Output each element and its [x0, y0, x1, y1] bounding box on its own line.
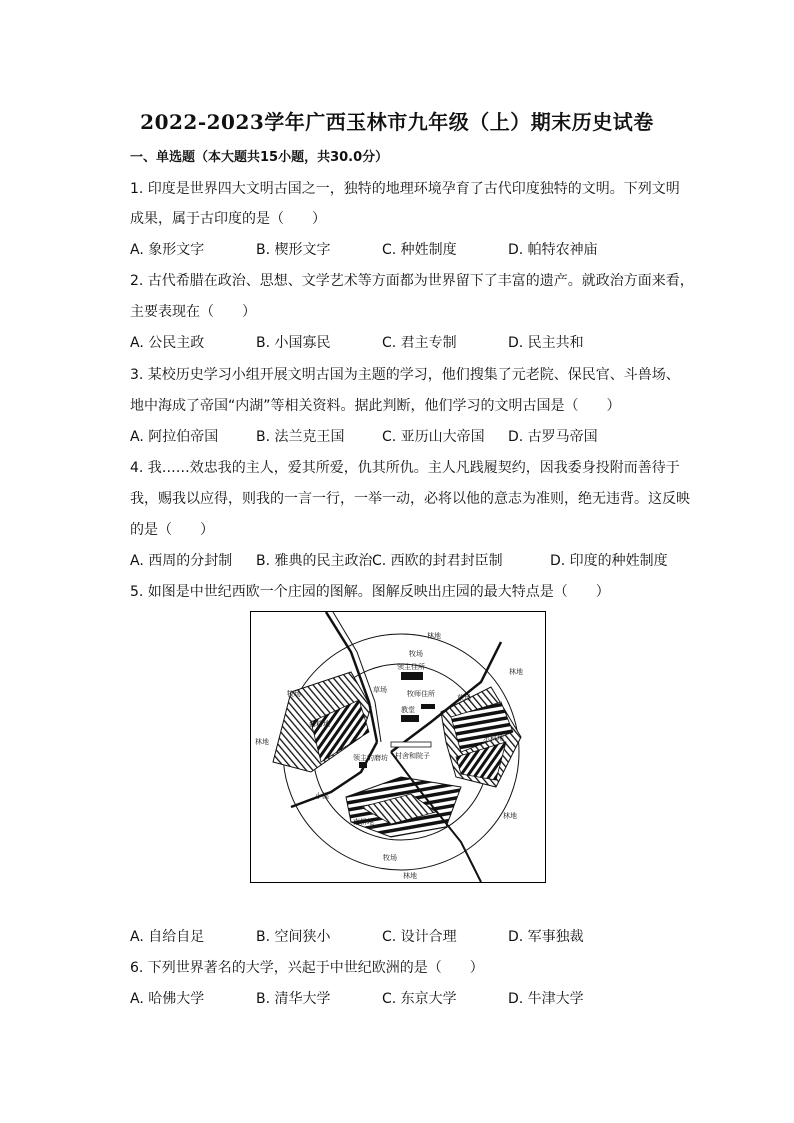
map-label-east-field: 东耕地 [483, 734, 504, 742]
q4-line3: 的是（ ） [130, 522, 214, 538]
map-label-pasture-left: 牧场 [287, 690, 301, 698]
q3-line2: 地中海成了帝国“内湖”等相关资料。据此判断，他们学习的文明古国是（ ） [130, 398, 621, 414]
map-label-lord-mill: 领主的磨坊 [353, 754, 388, 762]
q4-line2: 我，赐我以应得，则我的一言一行，一举一动，必将以他的意志为准则，绝无违背。这反映 [130, 491, 690, 507]
map-label-woodland-top: 林地 [427, 632, 441, 640]
map-label-pasture-top: 牧场 [409, 650, 423, 658]
map-label-pasture-bottom: 牧场 [383, 854, 397, 862]
q2-line2: 主要表现在（ ） [130, 304, 256, 320]
map-label-meadow-left: 草场 [373, 686, 387, 694]
q1-option-d: D. 帕特农神庙 [508, 242, 598, 258]
q5-line1: 5. 如图是中世纪西欧一个庄园的图解。图解反映出庄园的最大特点是（ ） [130, 584, 610, 600]
q4-option-a: A. 西周的分封制 [130, 553, 233, 569]
q2-option-a: A. 公民主政 [130, 335, 205, 351]
q6-line1: 6. 下列世界著名的大学，兴起于中世纪欧洲的是（ ） [130, 960, 484, 976]
map-label-woodland-right-low: 林地 [503, 812, 517, 820]
map-label-lord-residence: 领主住所 [397, 663, 425, 671]
q6-option-c: C. 东京大学 [382, 991, 457, 1007]
q4-option-c: C. 西欧的封君封臣制 [372, 553, 503, 569]
section-header: 一、单选题（本大题共15小题，共30.0分） [130, 150, 389, 165]
exam-title: 2022-2023学年广西玉林市九年级（上）期末历史试卷 [140, 110, 654, 134]
q5-option-a: A. 自给自足 [130, 929, 205, 945]
q1-option-a: A. 象形文字 [130, 242, 205, 258]
q1-option-c: C. 种姓制度 [382, 242, 457, 258]
q3-option-c: C. 亚历山大帝国 [382, 429, 485, 445]
q5-option-d: D. 军事独裁 [508, 929, 584, 945]
q2-option-c: C. 君主专制 [382, 335, 457, 351]
manor-map-figure [250, 611, 546, 883]
q5-option-c: C. 设计合理 [382, 929, 457, 945]
map-label-meadow-right: 草场 [457, 694, 471, 702]
q2-option-b: B. 小国寡民 [256, 335, 331, 351]
map-label-woodland-right: 林地 [509, 668, 523, 676]
q4-line1: 4. 我……效忠我的主人，爱其所爱，仇其所仇。主人凡践履契约，因我委身投附而善待于 [130, 460, 680, 476]
map-label-south-field: 南耕地 [353, 818, 374, 826]
q1-line2: 成果，属于古印度的是（ ） [130, 211, 326, 227]
q3-option-b: B. 法兰克王国 [256, 429, 345, 445]
map-label-woodland-left: 林地 [255, 738, 269, 746]
map-label-village-houses: 村舍和院子 [395, 752, 430, 760]
map-label-stream: 小溪 [315, 792, 329, 800]
q6-option-a: A. 哈佛大学 [130, 991, 205, 1007]
q6-option-d: D. 牛津大学 [508, 991, 584, 1007]
q4-option-b: B. 雅典的民主政治 [256, 553, 373, 569]
map-label-woodland-bottom: 林地 [403, 872, 417, 880]
q4-option-d: D. 印度的种姓制度 [550, 553, 668, 569]
q3-option-d: D. 古罗马帝国 [508, 429, 598, 445]
q5-option-b: B. 空间狭小 [256, 929, 331, 945]
q3-option-a: A. 阿拉伯帝国 [130, 429, 219, 445]
q2-line1: 2. 古代希腊在政治、思想、文学艺术等方面都为世界留下了丰富的遗产。就政治方面来看， [130, 273, 694, 289]
q2-option-d: D. 民主共和 [508, 335, 584, 351]
map-label-west-field: 西耕地 [309, 720, 330, 728]
q1-line1: 1. 印度是世界四大文明古国之一，独特的地理环境孕育了古代印度独特的文明。下列文明 [130, 181, 680, 197]
q3-line1: 3. 某校历史学习小组开展文明古国为主题的学习，他们搜集了元老院、保民官、斗兽场、 [130, 367, 680, 383]
q6-option-b: B. 清华大学 [256, 991, 331, 1007]
map-label-priest-residence: 牧师住所 [407, 690, 435, 698]
q1-option-b: B. 楔形文字 [256, 242, 331, 258]
map-label-church: 教堂 [401, 706, 415, 714]
